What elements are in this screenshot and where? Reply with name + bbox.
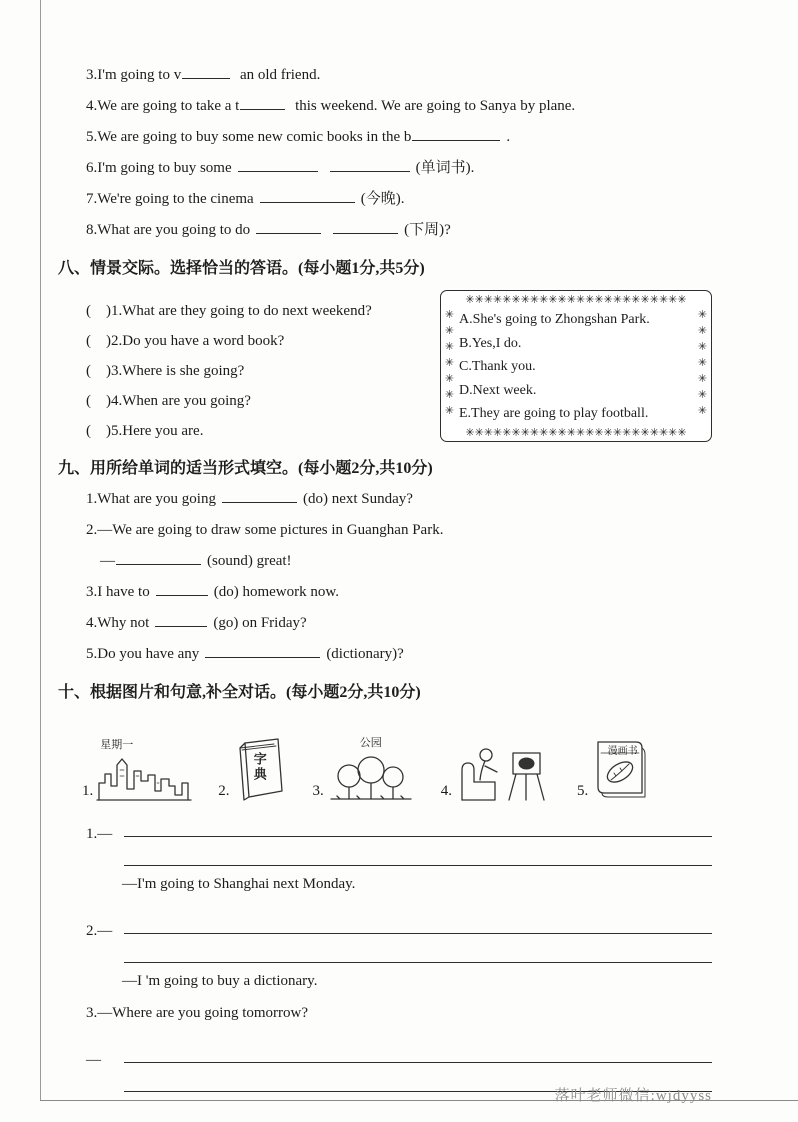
- answer-blank[interactable]: [240, 95, 285, 110]
- figure-5-comic: [577, 736, 649, 802]
- match-question-1: ( )1.What are they going to do next weekend?: [86, 303, 372, 319]
- word-form-item-2a: 2.—We are going to draw some pictures in Guanghan Park.: [86, 522, 444, 538]
- figure-number: 3.: [312, 783, 324, 799]
- word-form-item-2b: [100, 546, 712, 577]
- answer-option-b: B.Yes,I do.: [459, 335, 522, 351]
- figure-number: 5.: [577, 783, 589, 799]
- answer-line[interactable]: [124, 837, 712, 866]
- word-form-item-4: [86, 608, 712, 639]
- answer-blank[interactable]: [333, 219, 398, 234]
- person-watching-tv-icon: [455, 740, 551, 802]
- match-question-3: ( )3.Where is she going?: [86, 363, 245, 379]
- question-text: 6.I'm going to buy some: [86, 160, 232, 176]
- word-form-item-5: [86, 639, 712, 670]
- answer-blank[interactable]: [256, 219, 321, 234]
- figure-number: 2.: [218, 783, 230, 799]
- figure-number: 1.: [82, 783, 94, 799]
- figure-2-dictionary: [218, 736, 286, 802]
- park-trees-icon: [327, 750, 415, 802]
- figure-4-watching: [441, 740, 551, 802]
- match-question-2: ( )2.Do you have a word book?: [86, 333, 285, 349]
- dialog-2-label: 2.—: [86, 923, 113, 939]
- word-form-item-3: [86, 577, 712, 608]
- question-text: (下周)?: [404, 222, 451, 238]
- question-text: (do) homework now.: [213, 584, 339, 600]
- figure-caption: 字典: [251, 752, 267, 782]
- answer-options: [456, 307, 696, 425]
- question-text: (今晚).: [360, 191, 405, 207]
- question-text: 1.What are you going: [86, 491, 216, 507]
- answer-blank[interactable]: [238, 157, 318, 172]
- question-text: 3.I'm going to v: [86, 67, 182, 83]
- answer-option-e: E.They are going to play football.: [459, 406, 649, 421]
- decorative-border-bottom: ✳✳✳✳✳✳✳✳✳✳✳✳✳✳✳✳✳✳✳✳✳✳✳✳: [465, 426, 687, 439]
- answer-option-a: A.She's going to Zhongshan Park.: [459, 312, 650, 327]
- question-text: (go) on Friday?: [213, 615, 307, 631]
- question-text: this weekend. We are going to Sanya by plane.: [291, 98, 576, 114]
- fill-blank-item-4: [86, 91, 712, 122]
- figure-3-park: [313, 736, 415, 802]
- answer-blank[interactable]: [205, 643, 320, 658]
- decorative-border-top: ✳✳✳✳✳✳✳✳✳✳✳✳✳✳✳✳✳✳✳✳✳✳✳✳: [465, 293, 687, 306]
- question-text: .: [506, 129, 511, 145]
- figure-caption: 漫画书: [607, 746, 638, 757]
- watermark-text: 落叶老师微信:wjdyyss: [554, 1088, 712, 1104]
- figure-number: 4.: [440, 783, 452, 799]
- answer-blank[interactable]: [222, 488, 297, 503]
- fill-blank-item-5: [86, 122, 712, 153]
- picture-row: [82, 714, 712, 802]
- section-10-title: 十、根据图片和句意,补全对话。(每小题2分,共10分): [58, 684, 421, 701]
- dialog-1-response: —I'm going to Shanghai next Monday.: [122, 876, 356, 892]
- answer-line[interactable]: [124, 905, 712, 934]
- question-text: 5.Do you have any: [86, 646, 200, 662]
- answer-options-box: [440, 290, 712, 442]
- dialog-1-blank: [86, 808, 712, 865]
- dialog-3-label: —: [86, 1052, 101, 1068]
- matching-section: [86, 290, 712, 446]
- question-text: (dictionary)?: [326, 646, 404, 662]
- fill-blank-item-7: [86, 184, 712, 215]
- answer-line[interactable]: [124, 934, 712, 963]
- question-text: 7.We're going to the cinema: [86, 191, 254, 207]
- dialog-3-blank: [86, 1034, 712, 1091]
- question-text: 8.What are you going to do: [86, 222, 251, 238]
- fill-blank-item-6: [86, 153, 712, 184]
- decorative-border-left: ✳✳✳✳✳✳✳: [444, 308, 455, 417]
- fill-blank-item-8: [86, 215, 712, 246]
- dialog-2-blank: [86, 905, 712, 962]
- answer-blank[interactable]: [155, 612, 207, 627]
- dialog-1-label: 1.—: [86, 826, 113, 842]
- dialog-2-response: —I 'm going to buy a dictionary.: [122, 973, 318, 989]
- answer-blank[interactable]: [330, 157, 410, 172]
- answer-blank[interactable]: [156, 581, 208, 596]
- question-text: 3.I have to: [86, 584, 150, 600]
- section-8-title: 八、情景交际。选择恰当的答语。(每小题1分,共5分): [58, 260, 425, 277]
- word-form-item-1: [86, 484, 712, 515]
- match-question-5: ( )5.Here you are.: [86, 423, 204, 439]
- figure-caption: 星期一: [100, 739, 134, 751]
- answer-line[interactable]: [124, 1034, 712, 1063]
- city-skyline-icon: [96, 752, 192, 802]
- figure-caption: 公园: [359, 737, 382, 749]
- fill-blank-item-3: [86, 60, 712, 91]
- question-text: (单词书).: [415, 160, 475, 176]
- answer-blank[interactable]: [412, 126, 500, 141]
- dialog-3-question: 3.—Where are you going tomorrow?: [86, 1005, 309, 1021]
- question-text: 5.We are going to buy some new comic books in the b: [86, 129, 412, 145]
- answer-blank[interactable]: [260, 188, 355, 203]
- question-text: an old friend.: [236, 67, 321, 83]
- decorative-border-right: ✳✳✳✳✳✳✳: [697, 308, 708, 417]
- question-text: —: [100, 553, 115, 569]
- section-9-title: 九、用所给单词的适当形式填空。(每小题2分,共10分): [58, 460, 433, 477]
- answer-blank[interactable]: [182, 64, 230, 79]
- question-text: 4.We are going to take a t: [86, 98, 240, 114]
- matching-questions: [86, 290, 440, 446]
- answer-option-d: D.Next week.: [459, 382, 537, 398]
- match-question-4: ( )4.When are you going?: [86, 393, 251, 409]
- question-text: 4.Why not: [86, 615, 150, 631]
- question-text: (sound) great!: [207, 553, 292, 569]
- question-text: (do) next Sunday?: [302, 491, 413, 507]
- answer-option-c: C.Thank you.: [459, 359, 536, 374]
- answer-blank[interactable]: [116, 550, 201, 565]
- figure-1-monday: [82, 738, 192, 802]
- answer-line[interactable]: [124, 808, 712, 837]
